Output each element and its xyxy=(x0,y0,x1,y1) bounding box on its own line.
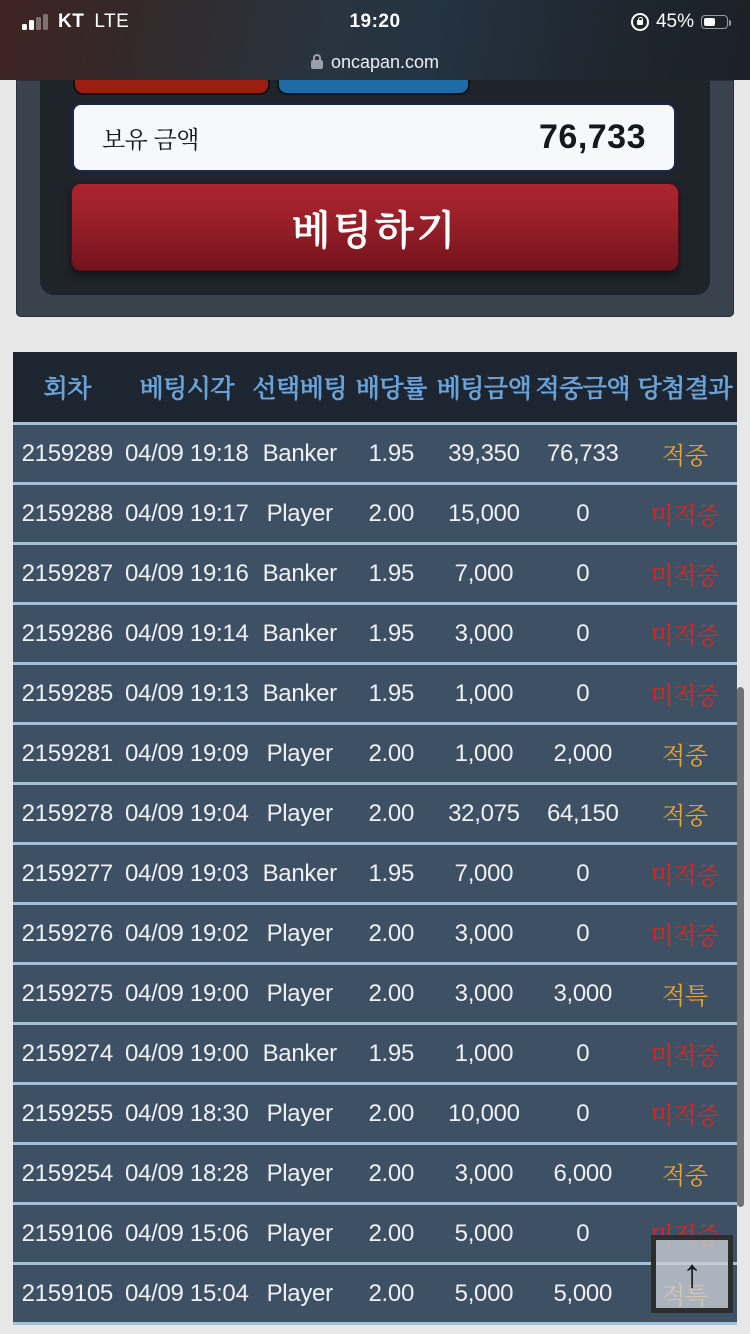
cell-pick: Player xyxy=(266,739,333,767)
cell-bet: 10,000 xyxy=(448,1099,520,1127)
table-row xyxy=(13,662,737,722)
cell-round: 2159274 xyxy=(21,1039,113,1067)
cell-odds: 2.00 xyxy=(368,979,415,1007)
carrier-label: KT xyxy=(58,11,85,32)
cell-win: 0 xyxy=(576,1039,590,1067)
table-row xyxy=(13,842,737,902)
cell-pick: Banker xyxy=(262,619,337,647)
cell-result: 미적중 xyxy=(650,623,720,650)
cell-odds: 2.00 xyxy=(368,499,415,527)
battery-icon xyxy=(701,15,728,29)
cell-pick: Player xyxy=(266,1279,333,1307)
cell-result: 미적중 xyxy=(650,1043,720,1070)
cell-time: 04/09 15:06 xyxy=(125,1219,249,1247)
cell-odds: 2.00 xyxy=(368,919,415,947)
cell-round: 2159255 xyxy=(21,1099,113,1127)
cell-odds: 1.95 xyxy=(368,439,415,467)
cell-win: 6,000 xyxy=(553,1159,613,1187)
cell-win: 0 xyxy=(576,1219,590,1247)
cell-bet: 7,000 xyxy=(454,559,514,587)
cell-time: 04/09 19:02 xyxy=(125,919,249,947)
cell-win: 0 xyxy=(576,1099,590,1127)
cell-time: 04/09 19:18 xyxy=(125,439,249,467)
cell-odds: 2.00 xyxy=(368,1219,415,1247)
cell-result: 적중 xyxy=(661,743,708,770)
cell-round: 2159277 xyxy=(21,859,113,887)
cell-round: 2159275 xyxy=(21,979,113,1007)
cell-odds: 2.00 xyxy=(368,1279,415,1307)
cell-result: 미적중 xyxy=(650,863,720,890)
cell-pick: Banker xyxy=(262,859,337,887)
table-row xyxy=(13,542,737,602)
network-type-label: LTE xyxy=(94,11,130,32)
table-row xyxy=(13,1262,737,1322)
table-row xyxy=(13,722,737,782)
bet-history-table xyxy=(13,352,737,1325)
cell-bet: 3,000 xyxy=(454,1159,514,1187)
cell-round: 2159281 xyxy=(21,739,113,767)
table-row xyxy=(13,962,737,1022)
cell-result: 미적중 xyxy=(650,563,720,590)
cell-pick: Player xyxy=(266,979,333,1007)
cell-result: 미적중 xyxy=(650,683,720,710)
scroll-to-top-button[interactable] xyxy=(651,1235,733,1313)
cell-round: 2159106 xyxy=(21,1219,113,1247)
cell-result: 미적중 xyxy=(650,1103,720,1130)
battery-percent-label: 45% xyxy=(655,11,694,32)
cell-time: 04/09 18:28 xyxy=(125,1159,249,1187)
cell-bet: 7,000 xyxy=(454,859,514,887)
cell-odds: 1.95 xyxy=(368,559,415,587)
table-row xyxy=(13,1202,737,1262)
cell-bet: 1,000 xyxy=(454,679,514,707)
bet-choice-buttons xyxy=(40,80,710,95)
table-body xyxy=(13,422,737,1322)
cell-pick: Player xyxy=(266,919,333,947)
cell-odds: 2.00 xyxy=(368,799,415,827)
cell-odds: 1.95 xyxy=(368,619,415,647)
table-row xyxy=(13,1082,737,1142)
cell-odds: 2.00 xyxy=(368,1159,415,1187)
table-row xyxy=(13,1022,737,1082)
cell-win: 0 xyxy=(576,619,590,647)
cell-bet: 39,350 xyxy=(448,439,520,467)
balance-label: 보유 금액 xyxy=(102,127,199,154)
column-header: 베팅금액 xyxy=(436,375,532,403)
cell-result: 적중 xyxy=(661,1163,708,1190)
status-right xyxy=(498,11,728,33)
balance-value: 76,733 xyxy=(539,118,646,156)
cell-time: 04/09 19:03 xyxy=(125,859,249,887)
cell-win: 0 xyxy=(576,559,590,587)
cell-pick: Player xyxy=(266,1099,333,1127)
cell-time: 04/09 18:30 xyxy=(125,1099,249,1127)
column-header: 베팅시각 xyxy=(139,375,235,403)
cell-time: 04/09 19:04 xyxy=(125,799,249,827)
cell-round: 2159105 xyxy=(21,1279,113,1307)
cell-pick: Player xyxy=(266,1159,333,1187)
table-row xyxy=(13,902,737,962)
balance-box xyxy=(72,103,676,172)
cell-odds: 1.95 xyxy=(368,859,415,887)
column-header: 적중금액 xyxy=(535,375,631,403)
cell-round: 2159288 xyxy=(21,499,113,527)
cell-bet: 1,000 xyxy=(454,1039,514,1067)
cell-result: 미적중 xyxy=(650,503,720,530)
column-header: 당첨결과 xyxy=(637,375,733,403)
column-header: 선택베팅 xyxy=(252,375,347,403)
cell-time: 04/09 15:04 xyxy=(125,1279,249,1307)
cell-win: 0 xyxy=(576,679,590,707)
cell-bet: 3,000 xyxy=(454,979,514,1007)
column-header: 배당률 xyxy=(355,375,427,403)
url-domain: oncapan.com xyxy=(330,51,440,72)
status-row xyxy=(0,0,750,44)
rotation-lock-icon xyxy=(631,13,649,31)
table-row xyxy=(13,602,737,662)
cell-round: 2159285 xyxy=(21,679,113,707)
cell-pick: Player xyxy=(266,799,333,827)
cell-win: 0 xyxy=(576,919,590,947)
cell-result: 적중 xyxy=(661,803,708,830)
clock: 19:20 xyxy=(349,11,401,32)
table-row xyxy=(13,1142,737,1202)
arrow-up-icon: ↑ xyxy=(682,1252,702,1296)
cell-bet: 5,000 xyxy=(454,1219,514,1247)
signal-strength-icon xyxy=(22,14,48,30)
cell-round: 2159278 xyxy=(21,799,113,827)
cell-pick: Player xyxy=(266,1219,333,1247)
cell-round: 2159254 xyxy=(21,1159,113,1187)
cell-time: 04/09 19:13 xyxy=(125,679,249,707)
browser-status-bar xyxy=(0,0,750,80)
cell-result: 적특 xyxy=(661,983,708,1010)
bet-panel-outer xyxy=(16,80,734,317)
cell-pick: Banker xyxy=(262,559,337,587)
column-header: 회차 xyxy=(43,375,91,403)
cell-win: 5,000 xyxy=(553,1279,613,1307)
status-left xyxy=(22,11,252,33)
cell-pick: Banker xyxy=(262,439,337,467)
cell-time: 04/09 19:09 xyxy=(125,739,249,767)
https-lock-icon xyxy=(311,60,323,69)
cell-time: 04/09 19:00 xyxy=(125,1039,249,1067)
url-bar[interactable] xyxy=(0,44,750,80)
cell-round: 2159289 xyxy=(21,439,113,467)
cell-round: 2159287 xyxy=(21,559,113,587)
cell-odds: 1.95 xyxy=(368,679,415,707)
table-header-row xyxy=(13,352,737,422)
cell-win: 2,000 xyxy=(553,739,613,767)
cell-odds: 1.95 xyxy=(368,1039,415,1067)
cell-time: 04/09 19:17 xyxy=(125,499,249,527)
table-row xyxy=(13,782,737,842)
cell-bet: 1,000 xyxy=(454,739,514,767)
cell-odds: 2.00 xyxy=(368,1099,415,1127)
cell-odds: 2.00 xyxy=(368,739,415,767)
cell-win: 64,150 xyxy=(546,799,619,827)
cell-result: 미적중 xyxy=(650,923,720,950)
table-row xyxy=(13,482,737,542)
cell-round: 2159276 xyxy=(21,919,113,947)
cell-bet: 3,000 xyxy=(454,919,514,947)
cell-result: 적중 xyxy=(661,443,708,470)
cell-time: 04/09 19:00 xyxy=(125,979,249,1007)
cell-round: 2159286 xyxy=(21,619,113,647)
page-scrollbar[interactable] xyxy=(737,687,744,1207)
cell-pick: Player xyxy=(266,499,333,527)
place-bet-button[interactable]: 베팅하기 xyxy=(71,183,679,271)
table-row xyxy=(13,422,737,482)
cell-bet: 32,075 xyxy=(448,799,520,827)
cell-pick: Banker xyxy=(262,1039,337,1067)
cell-win: 3,000 xyxy=(553,979,613,1007)
bet-panel xyxy=(40,80,710,295)
cell-win: 0 xyxy=(576,859,590,887)
cell-bet: 5,000 xyxy=(454,1279,514,1307)
cell-time: 04/09 19:16 xyxy=(125,559,249,587)
cell-time: 04/09 19:14 xyxy=(125,619,249,647)
cell-win: 0 xyxy=(576,499,590,527)
cell-win: 76,733 xyxy=(546,439,619,467)
cell-pick: Banker xyxy=(262,679,337,707)
cell-bet: 15,000 xyxy=(448,499,520,527)
cell-bet: 3,000 xyxy=(454,619,514,647)
